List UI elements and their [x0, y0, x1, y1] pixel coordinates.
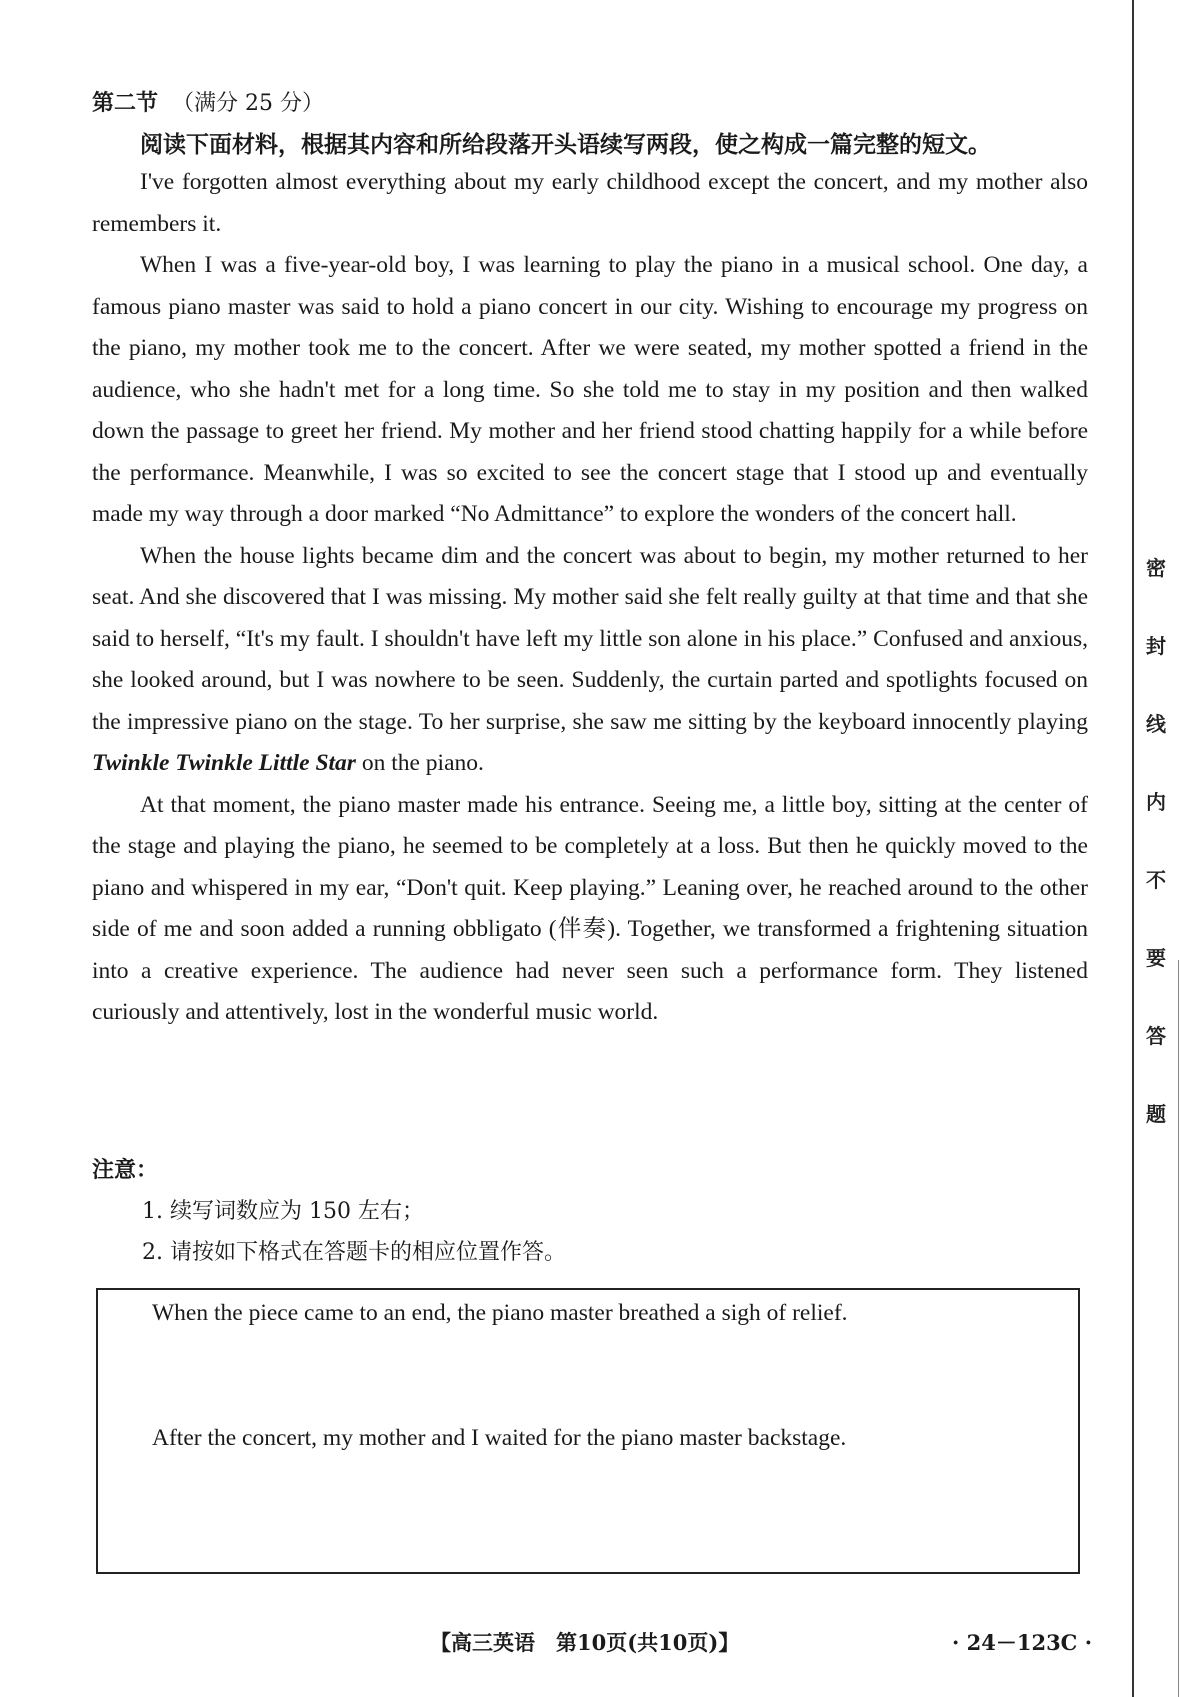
paragraph-opener-2: After the concert, my mother and I waited for the piano master backstage. — [152, 1425, 847, 1451]
passage-paragraph-4: At that moment, the piano master made his entrance. Seeing me, a little boy, sitting at the center of the stage and playing the piano, he seemed to be completely at a loss. But then he quickly moved to the piano and whispered in my ear, “Don't quit. Keep playing.” Leaning over, he reached around to the other side of me and soon added a running obbligato (伴奏). Together, we transformed a frightening situation into a creative experience. The audience had never seen such a performance form. They listened curiously and attentively, lost in the wonderful music world. — [92, 791, 1088, 1025]
section-title — [92, 86, 324, 117]
seal-char: 题 — [1146, 1102, 1166, 1126]
passage-paragraph-1: I've forgotten almost everything about my early childhood except the concert, and my mother also remembers it. — [92, 169, 1088, 237]
notes-heading: 注意： — [92, 1157, 159, 1183]
note-item-word-count: 1. 续写词数应为 150 左右； — [142, 1199, 424, 1224]
instruction-text: 阅读下面材料，根据其内容和所给段落开头语续写两段，使之构成一篇完整的短文。 — [140, 131, 991, 158]
section-score: （满分 25 分） — [172, 91, 324, 116]
seal-char: 封 — [1146, 634, 1166, 658]
passage-paragraph-2: When I was a five-year-old boy, I was learning to play the piano in a musical school. One day, a famous piano master was said to hold a piano concert in our city. Wishing to encourage my progress on the piano, my mother took me to the concert. After we were seated, my mother spotted a friend in the audience, who she hadn't met for a long time. So she told me to stay in my position and then walked down the passage to greet her friend. My mother and her friend stood chatting happily for a while before the performance. Meanwhile, I was so excited to see the concert stage that I stood up and eventually made my way through a door marked “No Admittance” to explore the wonders of the concert hall. — [92, 252, 1088, 527]
note-item-answer-format: 2. 请按如下格式在答题卡的相应位置作答。 — [142, 1240, 566, 1265]
binding-line — [1132, 0, 1134, 1697]
seal-char: 答 — [1146, 1024, 1166, 1048]
seal-char: 不 — [1146, 868, 1166, 892]
seal-char: 内 — [1146, 790, 1166, 814]
footer-page-info: 【高三英语 第10页(共10页)】 — [430, 1630, 740, 1655]
seal-line-notice — [1138, 550, 1174, 1174]
seal-char: 密 — [1146, 556, 1166, 580]
footer-exam-code: · 24－123C · — [952, 1630, 1093, 1655]
seal-char: 线 — [1146, 712, 1166, 736]
paragraph-3-tail: on the piano. — [355, 750, 484, 776]
song-title: Twinkle Twinkle Little Star — [92, 750, 356, 776]
paragraph-3-text: When the house lights became dim and the concert was about to begin, my mother returned to her seat. And she discovered that I was missing. My mother said she felt really guilty at that time and that she said to herself, “It's my fault. I shouldn't have left my little son alone in his place.” Confused and anxious, she looked around, but I was nowhere to be seen. Suddenly, the curtain parted and spotlights focused on the impressive piano on the stage. To her surprise, she saw me sitting by the keyboard innocently playing — [92, 542, 1088, 735]
answer-format-box — [96, 1288, 1080, 1574]
notes-section — [92, 1150, 566, 1273]
seal-char: 要 — [1146, 946, 1166, 970]
paragraph-opener-1: When the piece came to an end, the piano master breathed a sigh of relief. — [152, 1300, 848, 1326]
section-name: 第二节 — [92, 90, 159, 116]
passage-paragraph-3 — [92, 536, 1088, 785]
binding-line-secondary — [1178, 960, 1179, 1697]
passage — [92, 162, 1088, 1034]
